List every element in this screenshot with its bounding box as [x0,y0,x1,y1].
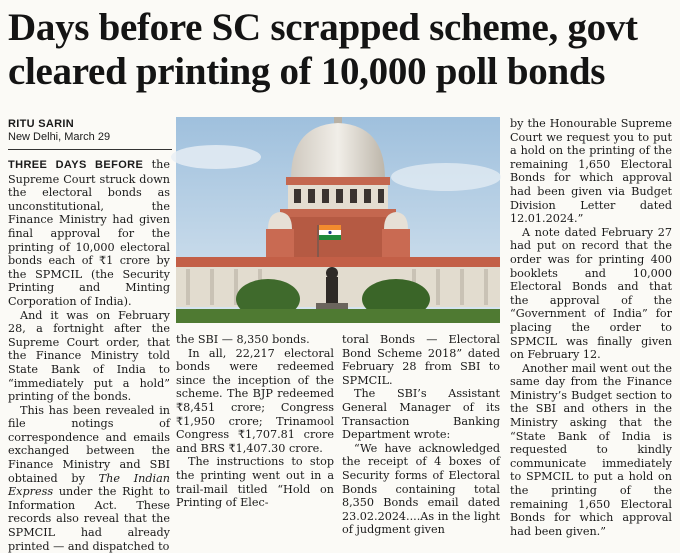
paragraph-text: the Supreme Court struck down the electoral bonds as unconstitutional, the Finance Ministry had given final approval for the printing of 10,000 electoral bonds each of ₹1 crore by the SPMCIL (the Security Printing and Minting Corporation of India). [8,158,170,308]
headline-line-2: cleared printing of 10,000 poll bonds [8,50,606,93]
supreme-court-illustration [176,117,500,323]
paragraph-text: This has been revealed in file notings of correspondence and emails exchanged between the Finance Ministry and SBI obtained by [8,403,170,485]
publication-name: The Indian Express [8,471,170,499]
headline [8,6,672,94]
paragraph [8,404,170,553]
paragraph: In all, 22,217 electoral bonds were redeemed since the inception of the scheme. The BJP redeemed ₹8,451 crore; Congress ₹1,950 crore; Trinamool Congress ₹1,707.81 crore and BRS ₹1,407.30 crore. [176,346,334,455]
article-column-3 [342,333,500,537]
byline-dateline: New Delhi, March 29 [8,131,111,143]
paragraph [8,158,170,309]
supreme-court-photo [176,117,500,323]
paragraph: the SBI — 8,350 bonds. [176,333,310,346]
lead-in: THREE DAYS BEFORE [8,159,144,171]
article-column-1 [8,158,170,553]
byline [8,118,168,143]
paragraph-text: under the Right to Information Act. These records also reveal that the SPMCIL had already printed — and dispatched to [8,485,170,553]
byline-divider [8,149,172,150]
paragraph: Another mail went out the same day from the Finance Ministry’s Budget section to the SBI and others in the Ministry asking that the “State Bank of India is requested to kindly communicate immediately to SPMCIL to put a hold on the printing of the remaining 1,650 Electoral Bonds for which approval had been given.” [510,361,672,538]
paragraph: “We have acknowledged the receipt of 4 boxes of Security forms of Electoral Bonds containing total 8,350 Bonds email dated 23.02.2024....As in the light of judgment given [342,441,500,537]
paragraph: The instructions to stop the printing went out in a trail-mail titled “Hold on Printing of Elec- [176,455,334,510]
byline-author: RITU SARIN [8,118,74,130]
article-column-4 [510,117,672,538]
paragraph: by the Honourable Supreme Court we request you to put a hold on the printing of the remaining 1,650 Electoral Bonds for which approval had been given via Budget Division Letter dated 12.01.2024.” [510,117,672,226]
paragraph: And it was on February 28, a fortnight after the Supreme Court order, that the Finance Ministry told State Bank of India to “immediately put a hold” printing of the bonds. [8,308,170,404]
paragraph: The SBI’s Assistant General Manager of its Transaction Banking Department wrote: [342,387,500,442]
headline-line-1: Days before SC scrapped scheme, govt [8,6,638,49]
article-column-2 [176,333,334,510]
paragraph: A note dated February 27 had put on record that the order was for printing 400 booklets and 10,000 Electoral Bonds and that the approval of the “Government of India” for placing the order to SPMCIL was finally given on February 12. [510,225,672,362]
paragraph: toral Bonds — Electoral Bond Scheme 2018” dated February 28 from SBI to SPMCIL. [342,333,500,387]
